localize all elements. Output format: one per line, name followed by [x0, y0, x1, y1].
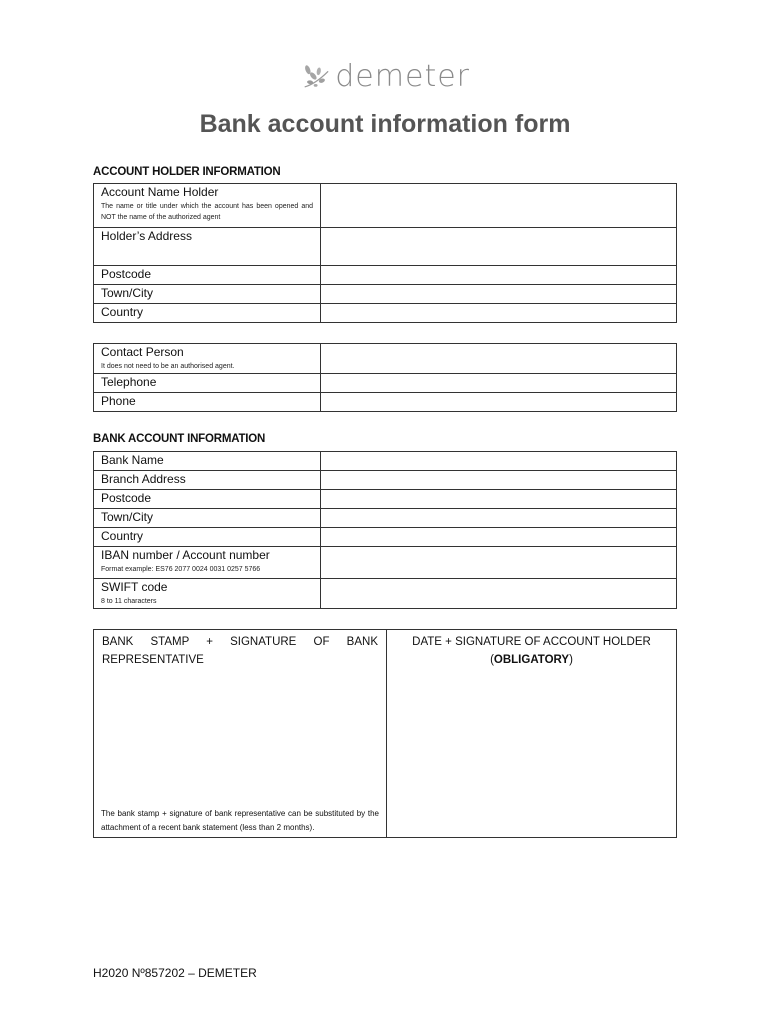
bank-stamp-box[interactable]	[94, 630, 387, 838]
bank-country-field[interactable]	[321, 528, 676, 545]
footer-reference: H2020 Nº857202 – DEMETER	[93, 966, 257, 980]
iban-hint: Format example: ES76 2077 0024 0031 0257 5766	[101, 566, 261, 573]
holder-country-field[interactable]	[321, 304, 676, 321]
contact-person-label: Contact Person	[101, 345, 184, 359]
table-row	[94, 285, 677, 304]
table-row	[94, 579, 677, 609]
bank-account-heading: BANK ACCOUNT INFORMATION	[93, 433, 266, 445]
holder-country-label: Country	[101, 305, 144, 319]
iban-label: IBAN number / Account number	[101, 548, 270, 562]
table-row	[94, 547, 677, 579]
swift-hint: 8 to 11 characters	[101, 598, 157, 605]
holder-town-field[interactable]	[321, 285, 676, 302]
table-row	[94, 490, 677, 509]
table-row	[94, 509, 677, 528]
account-name-holder-label: Account Name Holder	[101, 185, 219, 199]
table-row	[94, 393, 677, 412]
swift-field[interactable]	[321, 579, 676, 596]
bank-stamp-note: The bank stamp + signature of bank representative can be substituted by the attachment of a recent bank statement (less than 2 months).	[101, 809, 379, 832]
bank-town-label: Town/City	[101, 510, 154, 524]
bank-account-table	[93, 451, 677, 609]
bank-postcode-label: Postcode	[101, 491, 152, 505]
page-title: Bank account information form	[199, 110, 571, 138]
account-holder-table	[93, 183, 677, 323]
table-row	[94, 304, 677, 323]
telephone-label: Telephone	[101, 375, 157, 389]
holder-signature-label: DATE + SIGNATURE OF ACCOUNT HOLDER	[412, 636, 651, 648]
bank-name-label: Bank Name	[101, 453, 164, 467]
table-row	[94, 471, 677, 490]
branch-address-label: Branch Address	[101, 472, 186, 486]
holder-postcode-field[interactable]	[321, 266, 676, 283]
table-row	[94, 228, 677, 266]
account-name-holder-field[interactable]	[321, 184, 676, 201]
table-row	[94, 374, 677, 393]
table-row	[94, 452, 677, 471]
account-name-holder-hint: The name or title under which the account has been opened and NOT the name of the authorized agent	[101, 203, 313, 221]
phone-label: Phone	[101, 394, 136, 408]
contact-table	[93, 343, 677, 412]
holder-signature-box[interactable]: DATE + SIGNATURE OF ACCOUNT HOLDER (OBLIGATORY)	[387, 630, 677, 838]
bank-name-field[interactable]	[321, 452, 676, 469]
holder-address-label: Holder’s Address	[101, 229, 192, 243]
branch-address-field[interactable]	[321, 471, 676, 488]
holder-postcode-label: Postcode	[101, 267, 152, 281]
table-row	[94, 344, 677, 374]
obligatory-label: OBLIGATORY	[493, 654, 570, 666]
contact-person-field[interactable]	[321, 344, 676, 361]
bank-stamp-label: BANK STAMP + SIGNATURE OF BANK REPRESENTATIVE	[102, 636, 378, 666]
table-row	[94, 528, 677, 547]
holder-town-label: Town/City	[101, 286, 154, 300]
demeter-logo	[300, 54, 470, 98]
swift-label: SWIFT code	[101, 580, 168, 594]
account-holder-heading: ACCOUNT HOLDER INFORMATION	[93, 166, 281, 178]
table-row	[94, 184, 677, 228]
contact-person-hint: It does not need to be an authorised agent.	[101, 363, 235, 370]
telephone-field[interactable]	[321, 374, 676, 391]
iban-field[interactable]	[321, 547, 676, 564]
bank-town-field[interactable]	[321, 509, 676, 526]
table-row	[94, 630, 677, 838]
bank-postcode-field[interactable]	[321, 490, 676, 507]
leaf-branch-icon	[300, 56, 331, 96]
bank-country-label: Country	[101, 529, 144, 543]
phone-field[interactable]	[321, 393, 676, 410]
account-name-holder-label-cell	[94, 184, 321, 228]
logo-text: demeter	[335, 58, 470, 94]
table-row	[94, 266, 677, 285]
signature-table	[93, 629, 677, 838]
holder-address-field[interactable]	[321, 228, 676, 245]
